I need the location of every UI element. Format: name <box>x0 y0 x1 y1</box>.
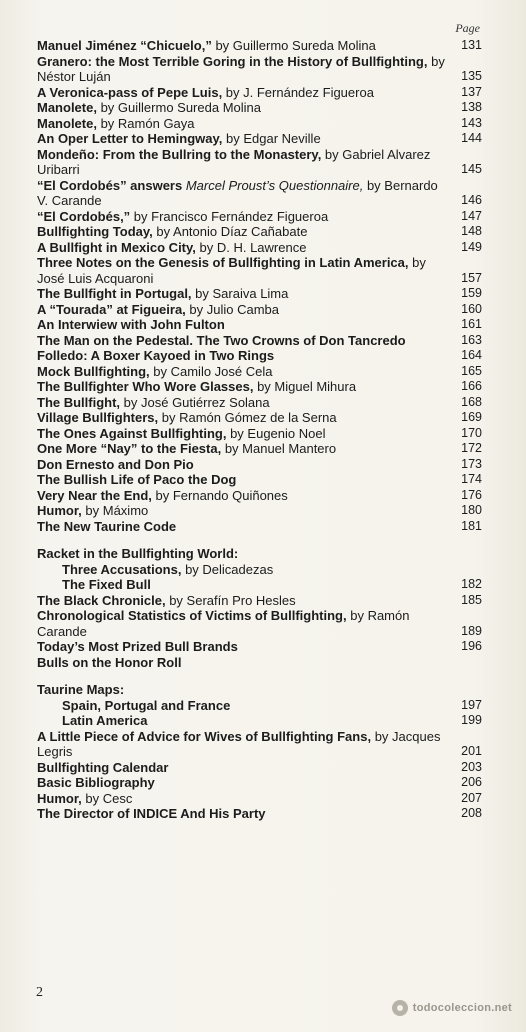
entry-page-number: 201 <box>461 744 482 758</box>
toc-entry <box>0 38 526 54</box>
entry-title: Humor, <box>37 503 82 518</box>
toc-entry <box>0 562 526 578</box>
page-column-label: Page <box>455 21 480 35</box>
entry-title: Basic Bibliography <box>37 775 155 790</box>
toc-entry <box>0 791 526 807</box>
entry-page-number: 170 <box>461 425 482 440</box>
entry-page-number: 197 <box>461 697 482 712</box>
entry-page-number: 137 <box>461 84 482 99</box>
entry-author: by Fernando Quiñones <box>151 487 288 503</box>
toc-entry <box>0 85 526 101</box>
entry-title: Taurine Maps: <box>37 682 125 697</box>
toc-entry <box>0 775 526 791</box>
entry-author: by Miguel Mihura <box>253 379 357 394</box>
toc-entry <box>0 639 526 655</box>
toc-entry <box>0 655 526 671</box>
entry-page-number: 182 <box>461 577 482 591</box>
entry-author: by Ramón Carande <box>37 608 410 639</box>
entry-page-number: 160 <box>461 301 482 316</box>
entry-author: by Manuel Mantero <box>221 441 337 456</box>
entry-title: Spain, Portugal and France <box>62 697 231 713</box>
entry-page-number: 208 <box>461 806 482 820</box>
entry-page-number: 165 <box>461 363 482 378</box>
entry-page-number: 163 <box>461 332 482 347</box>
entry-title: Three Accusations, <box>62 561 182 577</box>
entry-author: by Ramón Gaya <box>96 115 195 131</box>
entry-title: Mock Bullfighting, <box>37 363 150 379</box>
watermark-logo-icon <box>392 1000 408 1016</box>
entry-author: by Edgar Neville <box>222 131 321 146</box>
entry-title: The Bullfighter Who Wore Glasses, <box>37 379 254 394</box>
toc-entry <box>0 317 526 333</box>
entry-page-number: 159 <box>461 286 482 300</box>
toc-entry <box>0 333 526 349</box>
toc-entry <box>0 348 526 364</box>
entry-author: by D. H. Lawrence <box>195 239 307 255</box>
entry-author: by Máximo <box>81 503 149 518</box>
entry-page-number: 203 <box>461 759 482 774</box>
entry-author: by Serafín Pro Hesles <box>165 592 296 608</box>
entry-page-number: 146 <box>461 193 482 207</box>
entry-title: One More “Nay” to the Fiesta, <box>37 441 222 456</box>
entry-author: by José Luis Acquaroni <box>37 255 426 286</box>
toc-entry <box>0 364 526 380</box>
entry-author: by Jacques Legris <box>37 728 441 759</box>
toc-entry <box>0 240 526 256</box>
entry-title: Very Near the End, <box>37 487 152 503</box>
entry-title: A Veronica-pass of Pepe Luis, <box>37 84 223 100</box>
entry-title: The Fixed Bull <box>62 577 151 592</box>
toc-entry <box>0 713 526 729</box>
entry-title: Today’s Most Prized Bull Brands <box>37 639 238 654</box>
toc-entry <box>0 519 526 535</box>
toc-entry <box>0 488 526 504</box>
entry-page-number: 185 <box>461 592 482 607</box>
entry-author: by Guillermo Sureda Molina <box>211 38 376 53</box>
entry-author: by Cesc <box>81 790 133 806</box>
toc-entry <box>0 426 526 442</box>
entry-author: by Ramón Gómez de la Serna <box>158 410 337 425</box>
toc-entry <box>0 608 526 639</box>
entry-author: by Néstor Luján <box>37 53 445 84</box>
toc-entry <box>0 131 526 147</box>
toc-entry <box>0 54 526 85</box>
entry-author: by Eugenio Noel <box>226 425 326 441</box>
watermark-text: todocoleccion.net <box>412 1002 512 1014</box>
entry-page-number: 149 <box>461 239 482 254</box>
entry-page-number: 157 <box>461 270 482 285</box>
page-number: 2 <box>36 985 43 1000</box>
entry-title: Manuel Jiménez “Chicuelo,” <box>37 38 212 53</box>
entry-page-number: 174 <box>461 472 482 486</box>
toc-entry <box>0 577 526 593</box>
entry-page-number: 164 <box>461 348 482 362</box>
entry-title: Bullfighting Today, <box>37 224 153 239</box>
entry-page-number: 145 <box>461 162 482 176</box>
entry-page-number: 168 <box>461 394 482 409</box>
entry-title: Bullfighting Calendar <box>37 759 169 775</box>
toc-entry <box>0 209 526 225</box>
entry-title: The New Taurine Code <box>37 518 177 534</box>
entry-page-number: 196 <box>461 639 482 653</box>
toc-entry <box>0 441 526 457</box>
entry-page-number: 131 <box>461 38 482 52</box>
entry-author: by José Gutiérrez Solana <box>120 394 270 410</box>
entry-page-number: 147 <box>461 208 482 223</box>
entry-title: The Man on the Pedestal. The Two Crowns of Don Tancredo <box>37 332 406 348</box>
entry-page-number: 206 <box>461 775 482 789</box>
entry-title: Chronological Statistics of Victims of Bullfighting, <box>37 608 347 623</box>
entry-page-number: 166 <box>461 379 482 393</box>
entry-page-number: 180 <box>461 503 482 517</box>
entry-page-number: 161 <box>461 317 482 331</box>
toc-entry <box>0 729 526 760</box>
toc-entry <box>0 682 526 698</box>
watermark <box>392 1000 512 1016</box>
entry-page-number: 172 <box>461 441 482 455</box>
entry-title: Manolete, <box>37 115 97 131</box>
entry-title: Granero: the Most Terrible Goring in the History of Bullfighting, <box>37 53 428 69</box>
entry-title: A Little Piece of Advice for Wives of Bullfighting Fans, <box>37 728 372 744</box>
entry-page-number: 138 <box>461 100 482 114</box>
entry-author: by Bernardo V. Carande <box>37 177 438 208</box>
entry-title: Don Ernesto and Don Pio <box>37 456 194 472</box>
entry-page-number: 135 <box>461 69 482 83</box>
toc-entry <box>0 410 526 426</box>
entry-title: A Bullfight in Mexico City, <box>37 239 196 255</box>
toc-entry <box>0 806 526 822</box>
entry-title: An Oper Letter to Hemingway, <box>37 131 223 146</box>
entry-title: The Black Chronicle, <box>37 592 166 608</box>
entry-page-number: 148 <box>461 224 482 238</box>
toc-entry <box>0 395 526 411</box>
entry-author: by Camilo José Cela <box>149 363 273 379</box>
toc-entry <box>0 178 526 209</box>
entry-title: Humor, <box>37 790 82 806</box>
entry-page-number: 144 <box>461 131 482 145</box>
entry-author: by Saraiva Lima <box>191 286 289 301</box>
toc-entry <box>0 546 526 562</box>
entry-title: The Bullfight, <box>37 394 121 410</box>
toc-entry <box>0 503 526 519</box>
entry-page-number: 173 <box>461 456 482 471</box>
table-of-contents <box>0 38 526 822</box>
entry-title: Folledo: A Boxer Kayoed in Two Rings <box>37 348 275 363</box>
entry-title: Bulls on the Honor Roll <box>37 654 182 670</box>
entry-title: A “Tourada” at Figueira, <box>37 301 186 317</box>
toc-entry <box>0 224 526 240</box>
entry-title: “El Cordobés,” <box>37 208 131 224</box>
toc-entry <box>0 760 526 776</box>
toc-entry <box>0 472 526 488</box>
entry-title: The Bullfight in Portugal, <box>37 286 192 301</box>
entry-author: by Delicadezas <box>181 561 274 577</box>
entry-page-number: 169 <box>461 410 482 424</box>
entry-title: An Interwiew with John Fulton <box>37 317 225 332</box>
toc-entry <box>0 116 526 132</box>
entry-author: by Gabriel Alvarez Uribarri <box>37 146 431 177</box>
toc-entry <box>0 100 526 116</box>
toc-entry <box>0 457 526 473</box>
toc-entry <box>0 593 526 609</box>
entry-title: The Ones Against Bullfighting, <box>37 425 227 441</box>
toc-entry <box>0 698 526 714</box>
toc-entry <box>0 147 526 178</box>
toc-entry <box>0 255 526 286</box>
entry-author: by Guillermo Sureda Molina <box>96 100 261 115</box>
entry-title: Racket in the Bullfighting World: <box>37 546 239 561</box>
entry-author: by Julio Camba <box>185 301 280 317</box>
entry-title: “El Cordobés” answers <box>37 177 183 193</box>
toc-entry <box>0 302 526 318</box>
entry-title: Manolete, <box>37 100 97 115</box>
entry-page-number: 176 <box>461 487 482 502</box>
entry-page-number: 189 <box>461 623 482 638</box>
toc-entry <box>0 286 526 302</box>
entry-title-italic: Marcel Proust’s Questionnaire, <box>182 177 364 193</box>
entry-page-number: 181 <box>461 518 482 533</box>
entry-title: Latin America <box>62 713 148 728</box>
entry-page-number: 207 <box>461 790 482 805</box>
entry-title: Village Bullfighters, <box>37 410 159 425</box>
entry-author: by Antonio Díaz Cañabate <box>152 224 308 239</box>
entry-page-number: 143 <box>461 115 482 130</box>
toc-entry <box>0 379 526 395</box>
entry-title: The Director of INDICE And His Party <box>37 806 266 821</box>
entry-author: by Francisco Fernández Figueroa <box>130 208 329 224</box>
entry-page-number: 199 <box>461 713 482 727</box>
entry-title: The Bullish Life of Paco the Dog <box>37 472 237 487</box>
entry-author: by J. Fernández Figueroa <box>222 84 374 100</box>
entry-title: Three Notes on the Genesis of Bullfighting in Latin America, <box>37 255 409 270</box>
entry-title: Mondeño: From the Bullring to the Monastery, <box>37 146 322 162</box>
